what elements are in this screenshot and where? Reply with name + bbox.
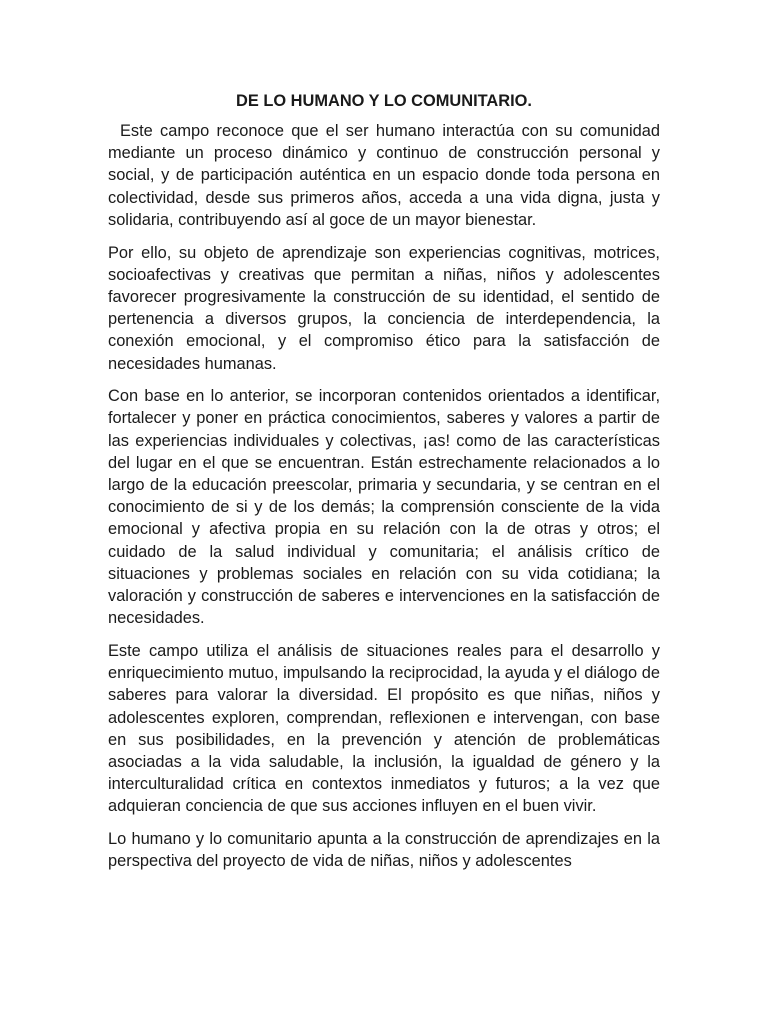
paragraph-3: Con base en lo anterior, se incorporan contenidos orientados a identificar, fortalecer y poner en práctica conocimientos, saberes y valores a partir de las experiencias individuales y colectivas, ¡as! como de las características del lugar en el que se encuentran. Están estrechamente relacionados a lo largo de la educación preescolar, primaria y secundaria, y se centran en el conocimiento de si y de los demás; la comprensión consciente de la vida emocional y afectiva propia en su relación con la de otras y otros; el cuidado de la salud individual y comunitaria; el análisis crítico de situaciones y problemas sociales en relación con su vida cotidiana; la valoración y construcción de saberes e intervenciones en la satisfacción de necesidades.	[108, 387, 660, 628]
paragraph-5: Lo humano y lo comunitario apunta a la construcción de aprendizajes en la perspectiva del proyecto de vida de niñas, niños y adolescentes	[108, 830, 660, 871]
paragraph-4: Este campo utiliza el análisis de situaciones reales para el desarrollo y enriquecimiento mutuo, impulsando la reciprocidad, la ayuda y el diálogo de saberes para valorar la diversidad. El propósito es que niñas, niños y adolescentes exploren, comprendan, reflexionen e intervengan, con base en sus posibilidades, en la prevención y atención de problemáticas asociadas a la vida saludable, la inclusión, la igualdad de género y la interculturalidad crítica en contextos inmediatos y futuros; a la vez que adquieran conciencia de que sus acciones influyen en el buen vivir.	[108, 641, 660, 816]
paragraph-1: Este campo reconoce que el ser humano interactúa con su comunidad mediante un proceso dinámico y continuo de construcción personal y social, y de participación auténtica en un espacio donde toda persona en colectividad, desde sus primeros años, acceda a una vida digna, justa y solidaria, contribuyendo así al goce de un mayor bienestar.	[108, 122, 660, 229]
document-title: DE LO HUMANO Y LO COMUNITARIO.	[236, 92, 532, 110]
document-page	[108, 90, 660, 883]
paragraph-2: Por ello, su objeto de aprendizaje son experiencias cognitivas, motrices, socioafectivas y creativas que permitan a niñas, niños y adolescentes favorecer progresivamente la construcción de su identidad, el sentido de pertenencia a diversos grupos, la conciencia de interdependencia, la conexión emocional, y el compromiso ético para la satisfacción de necesidades humanas.	[108, 243, 660, 373]
